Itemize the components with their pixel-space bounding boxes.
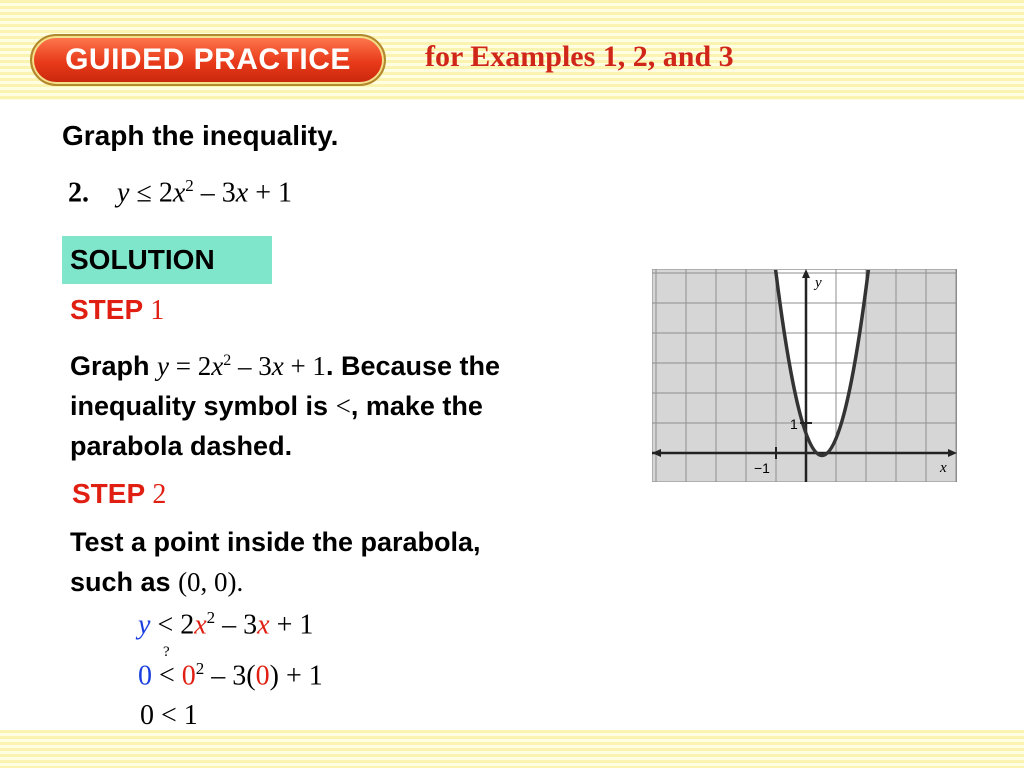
solution-label: SOLUTION [62,236,272,284]
guided-practice-badge [30,34,386,86]
problem-x: x [172,177,186,209]
guided-practice-label: GUIDED PRACTICE [65,43,351,76]
parabola-graph [652,269,957,482]
x-axis-label: x [940,460,947,476]
step-1-text [70,341,500,466]
x-tick-label: −1 [754,460,770,476]
examples-subtitle: for Examples 1, 2, and 3 [425,40,734,73]
problem-x2: x [235,177,249,209]
problem-y: y [117,177,130,209]
work-2-sup: 2 [195,659,205,678]
step-2-line-1: Test a point inside the parabola, [70,527,481,557]
step-2-such-as: such as [70,567,179,597]
step-1-eq-mid: = 2 [169,351,212,381]
footer-band [0,730,1024,768]
problem-relation: ≤ [136,177,152,209]
work-2-end: ) + 1 [269,660,323,692]
step-2-line-2 [70,562,481,602]
instruction: Graph the inequality. [62,120,339,151]
work-2-zero: 0 [138,660,152,692]
step-1-because: . Because the [325,351,501,381]
work-2-question: ? [163,644,170,661]
step-1-heading [70,294,164,327]
work-line-2 [138,644,323,692]
step-1-symbol: < [335,391,351,421]
work-2-test-symbol [159,644,175,692]
step-1-eq-x: x [211,351,224,381]
problem-number: 2. [68,177,89,209]
step-1-symbol-text: inequality symbol is [70,391,336,421]
work-1-y: y [138,609,151,641]
work-1-mid: – 3 [215,609,258,641]
step-1-eq-end: + 1 [283,351,326,381]
step-1-eq-x2: x [271,351,284,381]
step-1-number: 1 [150,295,165,326]
step-1-line-3: parabola dashed. [70,431,293,461]
step-2-point: (0, 0). [178,567,244,597]
problem-middle: – 3 [200,177,236,209]
y-tick-label: 1 [790,416,798,432]
problem-exponent: 2 [185,176,194,195]
step-1-make-the: , make the [350,391,483,421]
step-1-line-2 [70,386,500,426]
step-2-heading [72,478,166,511]
y-axis-label: y [815,275,822,291]
work-line-1 [138,608,313,641]
problem-coef: 2 [158,177,173,209]
problem-tail: + 1 [255,177,292,209]
problem-statement [68,176,292,209]
step-1-eq-sup: 2 [223,352,232,369]
work-1-end: + 1 [269,609,314,641]
work-2-zero3: 0 [255,660,270,692]
work-2-mid: – 3( [204,660,256,692]
step-2-word: STEP [72,478,145,509]
work-1-x2: x [257,609,270,641]
work-2-zero2: 0 [181,660,196,692]
step-1-eq-y: y [157,351,169,381]
step-2-text [70,522,481,602]
step-1-eq-rest: – 3 [231,351,272,381]
step-1-graph-word: Graph [70,351,158,381]
work-1-lt: < 2 [150,609,195,641]
step-2-number: 2 [152,479,167,510]
step-1-line-1 [70,341,500,386]
work-line-3: 0 < 1 [140,700,198,731]
work-2-lt: < [159,660,175,692]
step-1-word: STEP [70,294,143,325]
work-1-sup: 2 [206,608,216,627]
work-1-x: x [194,609,207,641]
